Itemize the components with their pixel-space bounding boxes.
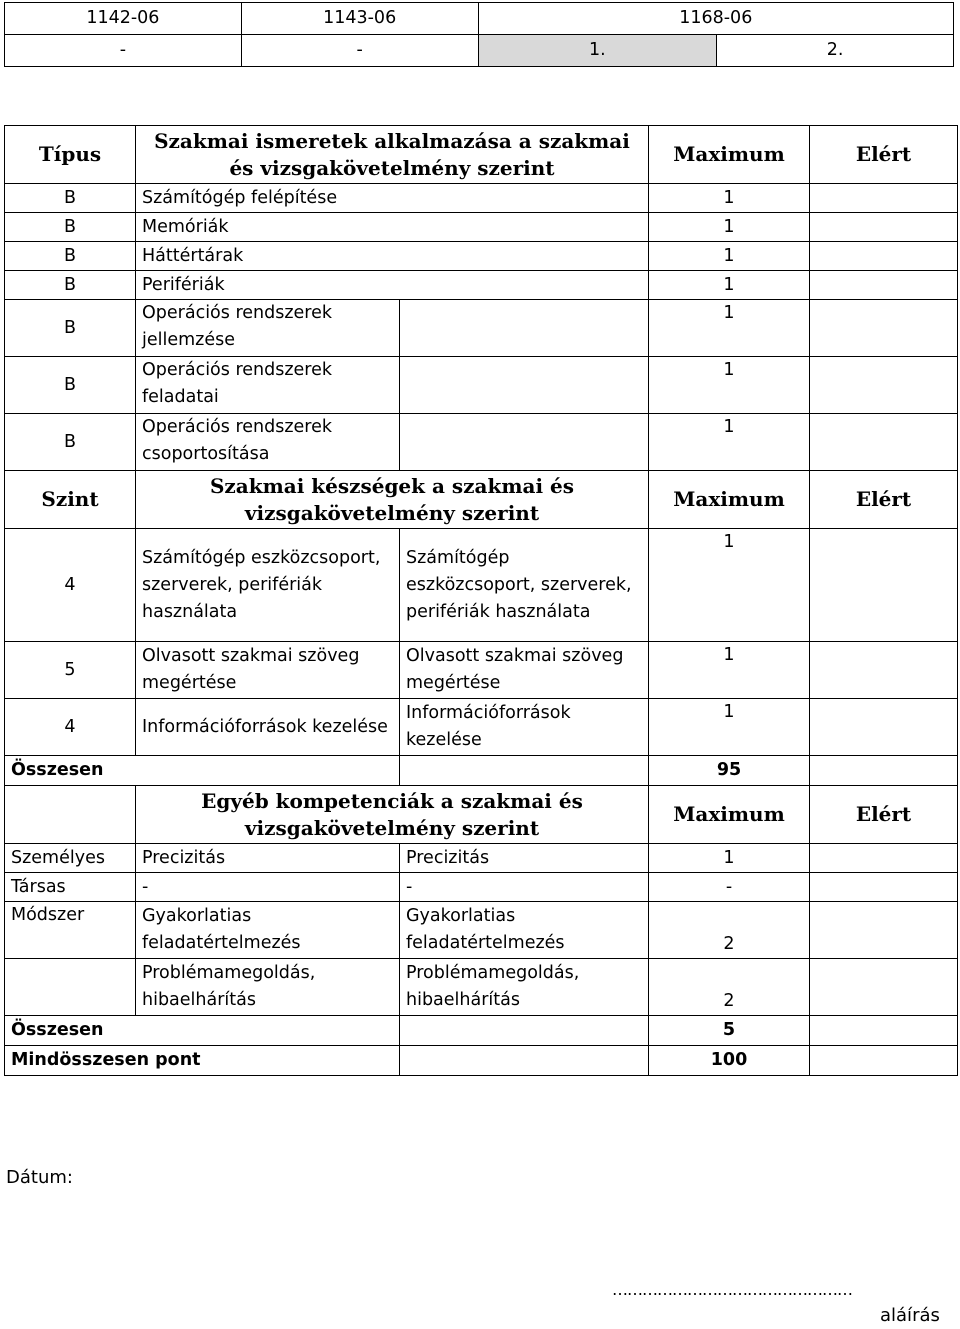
- section-header-row: [5, 126, 958, 184]
- type-cell: B: [5, 357, 136, 414]
- table-row: [5, 699, 958, 756]
- module-code-cell: 1142-06: [5, 3, 242, 35]
- empty-cell: [400, 300, 649, 357]
- competency-detail-cell: Gyakorlatias feladatértelmezés: [400, 902, 649, 959]
- competency-category-cell: Módszer: [5, 902, 136, 959]
- level-column-header: Szint: [5, 471, 136, 529]
- empty-cell: [400, 756, 649, 786]
- competency-category-cell: Társas: [5, 873, 136, 902]
- signature-line: …………………………………………: [612, 1280, 852, 1299]
- skill-cell: Számítógép eszközcsoport, szerverek, perifériák használata: [136, 529, 400, 642]
- module-code-cell: 1143-06: [241, 3, 478, 35]
- module-part-cell: 1.: [478, 35, 717, 67]
- module-part-cell: -: [241, 35, 478, 67]
- type-cell: B: [5, 271, 136, 300]
- competency-category-cell: [5, 959, 136, 1016]
- table-row: [5, 242, 958, 271]
- topic-cell: Operációs rendszerek csoportosítása: [136, 414, 400, 471]
- table-row: [5, 300, 958, 357]
- subtotal-label: Összesen: [5, 1016, 400, 1046]
- date-label: Dátum:: [6, 1167, 73, 1188]
- table-row: [5, 529, 958, 642]
- grand-total-label: Mindösszesen pont: [5, 1046, 400, 1076]
- subtotal-row: [5, 1016, 958, 1046]
- achieved-column-header: Elért: [810, 786, 958, 844]
- type-column-header: Típus: [5, 126, 136, 184]
- empty-header-cell: [5, 786, 136, 844]
- skill-detail-cell: Számítógép eszközcsoport, szerverek, perifériák használata: [400, 529, 649, 642]
- skill-detail-cell: Olvasott szakmai szöveg megértése: [400, 642, 649, 699]
- module-code-cell: 1168-06: [478, 3, 953, 35]
- knowledge-section-title: Szakmai ismeretek alkalmazása a szakmai és vizsgakövetelmény szerint: [136, 126, 649, 184]
- grand-total-row: [5, 1046, 958, 1076]
- maximum-cell: 1: [649, 242, 810, 271]
- signature-label: aláírás: [880, 1305, 940, 1326]
- maximum-cell: 1: [649, 271, 810, 300]
- achieved-cell[interactable]: [810, 756, 958, 786]
- type-cell: B: [5, 213, 136, 242]
- table-row: [5, 873, 958, 902]
- skill-cell: Olvasott szakmai szöveg megértése: [136, 642, 400, 699]
- type-cell: B: [5, 300, 136, 357]
- subtotal-row: [5, 756, 958, 786]
- maximum-cell: -: [649, 873, 810, 902]
- topic-cell: Memóriák: [136, 213, 649, 242]
- maximum-column-header: Maximum: [649, 786, 810, 844]
- module-part-cell: -: [5, 35, 242, 67]
- achieved-cell[interactable]: [810, 529, 958, 642]
- maximum-cell: 1: [649, 184, 810, 213]
- type-cell: B: [5, 184, 136, 213]
- table-row: [5, 271, 958, 300]
- competency-detail-cell: Problémamegoldás, hibaelhárítás: [400, 959, 649, 1016]
- table-row: [5, 213, 958, 242]
- achieved-cell[interactable]: [810, 642, 958, 699]
- competency-cell: -: [136, 873, 400, 902]
- module-parts-row: [5, 35, 954, 67]
- topic-cell: Operációs rendszerek jellemzése: [136, 300, 400, 357]
- level-cell: 4: [5, 699, 136, 756]
- maximum-cell: 2: [649, 902, 810, 959]
- skills-section-title: Szakmai készségek a szakmai és vizsgakövetelmény szerint: [136, 471, 649, 529]
- other-competencies-title: Egyéb kompetenciák a szakmai és vizsgakövetelmény szerint: [136, 786, 649, 844]
- header-code-table: [4, 2, 954, 67]
- grand-total-value: 100: [649, 1046, 810, 1076]
- table-row: [5, 902, 958, 959]
- assessment-table: [4, 125, 958, 1076]
- achieved-cell[interactable]: [810, 184, 958, 213]
- maximum-cell: 2: [649, 959, 810, 1016]
- achieved-cell[interactable]: [810, 1016, 958, 1046]
- empty-cell: [400, 357, 649, 414]
- achieved-cell[interactable]: [810, 959, 958, 1016]
- achieved-cell[interactable]: [810, 242, 958, 271]
- subtotal-value: 95: [649, 756, 810, 786]
- empty-cell: [400, 1046, 649, 1076]
- module-codes-row: [5, 3, 954, 35]
- topic-cell: Operációs rendszerek feladatai: [136, 357, 400, 414]
- skill-detail-cell: Információforrások kezelése: [400, 699, 649, 756]
- maximum-cell: 1: [649, 300, 810, 357]
- type-cell: B: [5, 242, 136, 271]
- achieved-column-header: Elért: [810, 126, 958, 184]
- competency-detail-cell: -: [400, 873, 649, 902]
- achieved-cell[interactable]: [810, 300, 958, 357]
- competency-cell: Precizitás: [136, 844, 400, 873]
- table-row: [5, 414, 958, 471]
- type-cell: B: [5, 414, 136, 471]
- maximum-cell: 1: [649, 642, 810, 699]
- achieved-cell[interactable]: [810, 873, 958, 902]
- maximum-cell: 1: [649, 357, 810, 414]
- maximum-cell: 1: [649, 213, 810, 242]
- maximum-cell: 1: [649, 529, 810, 642]
- maximum-cell: 1: [649, 414, 810, 471]
- module-part-cell: 2.: [717, 35, 954, 67]
- table-row: [5, 844, 958, 873]
- competency-category-cell: Személyes: [5, 844, 136, 873]
- achieved-cell[interactable]: [810, 357, 958, 414]
- subtotal-label: Összesen: [5, 756, 400, 786]
- achieved-column-header: Elért: [810, 471, 958, 529]
- empty-cell: [400, 414, 649, 471]
- maximum-cell: 1: [649, 844, 810, 873]
- topic-cell: Számítógép felépítése: [136, 184, 649, 213]
- maximum-column-header: Maximum: [649, 471, 810, 529]
- competency-cell: Gyakorlatias feladatértelmezés: [136, 902, 400, 959]
- section-header-row: [5, 786, 958, 844]
- achieved-cell[interactable]: [810, 844, 958, 873]
- section-header-row: [5, 471, 958, 529]
- maximum-cell: 1: [649, 699, 810, 756]
- competency-cell: Problémamegoldás, hibaelhárítás: [136, 959, 400, 1016]
- level-cell: 4: [5, 529, 136, 642]
- achieved-cell[interactable]: [810, 1046, 958, 1076]
- table-row: [5, 959, 958, 1016]
- maximum-column-header: Maximum: [649, 126, 810, 184]
- skill-cell: Információforrások kezelése: [136, 699, 400, 756]
- achieved-cell[interactable]: [810, 213, 958, 242]
- table-row: [5, 357, 958, 414]
- empty-cell: [400, 1016, 649, 1046]
- table-row: [5, 642, 958, 699]
- topic-cell: Perifériák: [136, 271, 649, 300]
- achieved-cell[interactable]: [810, 699, 958, 756]
- topic-cell: Háttértárak: [136, 242, 649, 271]
- achieved-cell[interactable]: [810, 414, 958, 471]
- achieved-cell[interactable]: [810, 271, 958, 300]
- competency-detail-cell: Precizitás: [400, 844, 649, 873]
- table-row: [5, 184, 958, 213]
- subtotal-value: 5: [649, 1016, 810, 1046]
- level-cell: 5: [5, 642, 136, 699]
- achieved-cell[interactable]: [810, 902, 958, 959]
